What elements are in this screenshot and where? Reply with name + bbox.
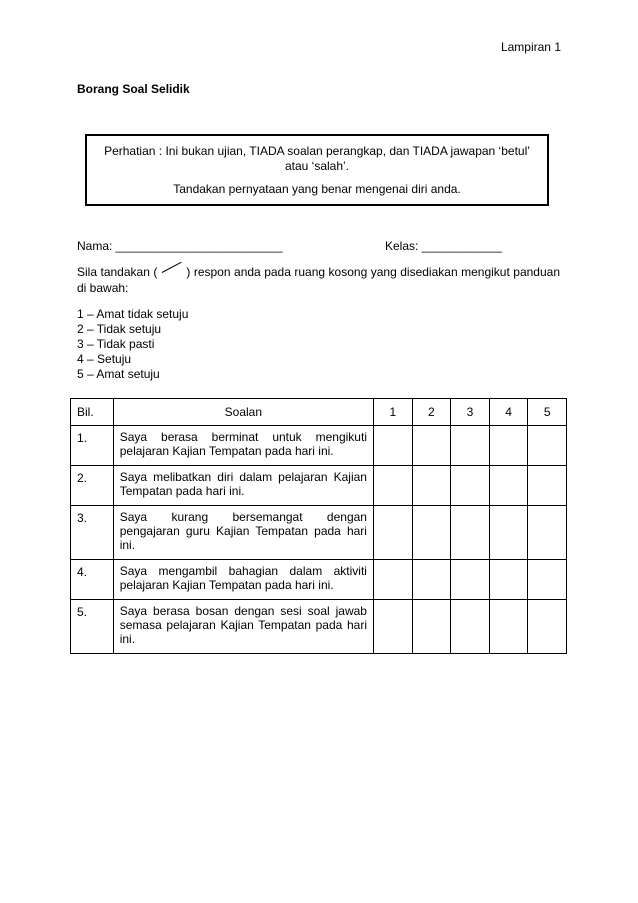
notice-line-2: Tandakan pernyataan yang benar mengenai diri anda. [173, 182, 461, 196]
answer-cell-1[interactable] [373, 560, 412, 600]
question-text: Saya melibatkan diri dalam pelajaran Kajian Tempatan pada hari ini. [113, 466, 373, 506]
questionnaire-table [70, 398, 567, 654]
header-2: 2 [412, 399, 451, 426]
answer-cell-1[interactable] [373, 466, 412, 506]
row-number: 2. [71, 466, 114, 506]
table-row [71, 600, 567, 654]
answer-cell-5[interactable] [528, 426, 567, 466]
header-soalan: Soalan [113, 399, 373, 426]
answer-cell-3[interactable] [451, 506, 490, 560]
table-header-row [71, 399, 567, 426]
appendix-label: Lampiran 1 [500, 40, 561, 54]
row-number: 3. [71, 506, 114, 560]
answer-cell-5[interactable] [528, 466, 567, 506]
answer-cell-2[interactable] [412, 560, 451, 600]
question-text: Saya berasa bosan dengan sesi soal jawab semasa pelajaran Kajian Tempatan pada hari ini. [113, 600, 373, 654]
answer-cell-1[interactable] [373, 426, 412, 466]
answer-cell-5[interactable] [528, 560, 567, 600]
table-row [71, 426, 567, 466]
answer-cell-4[interactable] [489, 560, 528, 600]
row-number: 4. [71, 560, 114, 600]
answer-cell-2[interactable] [412, 426, 451, 466]
scale-legend [77, 307, 188, 382]
answer-cell-3[interactable] [451, 560, 490, 600]
scale-item: 3 – Tidak pasti [77, 337, 155, 351]
answer-cell-4[interactable] [489, 506, 528, 560]
answer-cell-4[interactable] [489, 600, 528, 654]
name-field[interactable]: Nama: _________________________ [77, 239, 283, 253]
question-text: Saya berasa berminat untuk mengikuti pelajaran Kajian Tempatan pada hari ini. [113, 426, 373, 466]
scale-item: 2 – Tidak setuju [77, 322, 162, 336]
question-text: Saya mengambil bahagian dalam aktiviti pelajaran Kajian Tempatan pada hari ini. [113, 560, 373, 600]
answer-cell-1[interactable] [373, 600, 412, 654]
header-3: 3 [451, 399, 490, 426]
header-bil: Bil. [71, 399, 114, 426]
class-field[interactable]: Kelas: ____________ [385, 239, 502, 253]
notice-line-1: Perhatian : Ini bukan ujian, TIADA soalan perangkap, dan TIADA jawapan ‘betul’ atau ‘salah’. [104, 144, 530, 173]
header-5: 5 [528, 399, 567, 426]
header-4: 4 [489, 399, 528, 426]
instruction-after: ) respon anda pada ruang kosong yang disediakan mengikut panduan di bawah: [77, 265, 560, 295]
answer-cell-3[interactable] [451, 600, 490, 654]
scale-item: 4 – Setuju [77, 352, 132, 366]
answer-cell-2[interactable] [412, 466, 451, 506]
answer-cell-2[interactable] [412, 506, 451, 560]
question-text: Saya kurang bersemangat dengan pengajaran guru Kajian Tempatan pada hari ini. [113, 506, 373, 560]
form-title: Borang Soal Selidik [77, 82, 190, 96]
notice-box [85, 134, 549, 206]
tick-icon [161, 266, 183, 278]
table-row [71, 506, 567, 560]
answer-cell-5[interactable] [528, 506, 567, 560]
answer-cell-3[interactable] [451, 466, 490, 506]
answer-cell-5[interactable] [528, 600, 567, 654]
scale-item: 5 – Amat setuju [77, 367, 160, 381]
answer-cell-4[interactable] [489, 466, 528, 506]
scale-item: 1 – Amat tidak setuju [77, 307, 189, 321]
answer-cell-1[interactable] [373, 506, 412, 560]
row-number: 5. [71, 600, 114, 654]
answer-cell-2[interactable] [412, 600, 451, 654]
table-row [71, 466, 567, 506]
header-1: 1 [373, 399, 412, 426]
answer-cell-4[interactable] [489, 426, 528, 466]
table-row [71, 560, 567, 600]
row-number: 1. [71, 426, 114, 466]
instruction-text [77, 264, 560, 296]
answer-cell-3[interactable] [451, 426, 490, 466]
instruction-before: Sila tandakan ( [77, 265, 158, 279]
